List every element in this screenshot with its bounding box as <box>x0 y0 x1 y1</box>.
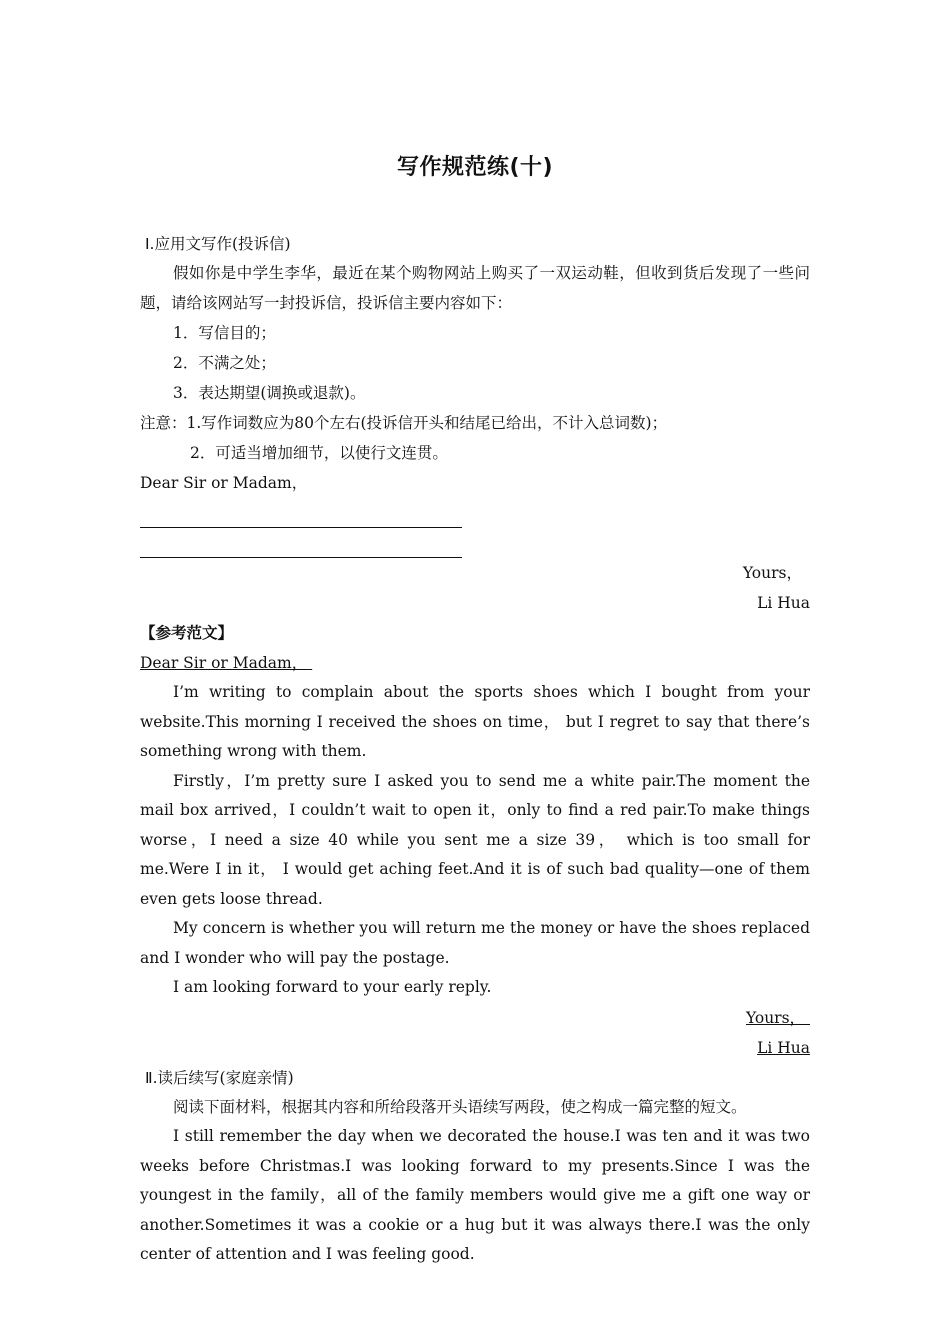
document-page <box>140 150 810 1270</box>
letter-signature: Li Hua <box>757 594 810 612</box>
page-title: 写作规范练(十) <box>396 155 554 180</box>
section2-sub: (家庭亲情) <box>219 1068 294 1087</box>
requirement-item-2: 2．不满之处； <box>173 354 276 372</box>
reference-closing: Yours， <box>745 1008 806 1027</box>
section2-label: .读后续写 <box>152 1068 220 1087</box>
section1-heading <box>140 229 810 259</box>
reference-heading: 【参考范文】 <box>140 624 234 642</box>
section1-numeral: Ⅰ <box>144 235 150 253</box>
section2-intro: 阅读下面材料，根据其内容和所给段落开头语续写两段，使之构成一篇完整的短文。 <box>173 1097 747 1116</box>
note-line-1: 注意：1.写作词数应为80个左右(投诉信开头和结尾已给出，不计入总词数)； <box>140 414 668 432</box>
answer-blank-line[interactable] <box>140 498 462 528</box>
reference-paragraph: Firstly，I’m pretty sure I asked you to send me a white pair.The moment the mail box arrived，I couldn’t wait to open it，only to find a red pair.To make things worse，I need a size 40 while you sent me a size 39， which is too small for me.Were I in it， I would get aching feet.And it is of such bad quality—one of them even gets loose thread. <box>140 771 810 908</box>
reference-paragraph: I’m writing to complain about the sports shoes which I bought from your website.This morning I received the shoes on time， but I regret to say that there’s something wrong with them. <box>140 683 810 760</box>
reference-paragraph: I am looking forward to your early reply. <box>173 978 492 996</box>
section1-label: .应用文写作 <box>149 235 232 253</box>
reference-salutation: Dear Sir or Madam， <box>140 654 308 672</box>
requirement-item-3: 3．表达期望(调换或退款)。 <box>173 384 366 402</box>
reference-signature: Li Hua <box>757 1038 810 1057</box>
section2-heading <box>140 1063 810 1093</box>
answer-blank-line[interactable] <box>140 528 462 558</box>
requirement-item-1: 1．写信目的； <box>173 324 276 342</box>
reference-paragraph: My concern is whether you will return me the money or have the shoes replaced and I wonder who will pay the postage. <box>140 919 810 967</box>
note-line-2: 2．可适当增加细节，以使行文连贯。 <box>190 444 448 462</box>
section2-numeral: Ⅱ <box>144 1068 153 1087</box>
section1-sub: (投诉信) <box>231 235 291 253</box>
section1-intro: 假如你是中学生李华，最近在某个购物网站上购买了一双运动鞋，但收到货后发现了一些问题，请给该网站写一封投诉信，投诉信主要内容如下： <box>140 264 810 312</box>
section2-passage: I still remember the day when we decorated the house.I was ten and it was two weeks before Christmas.I was looking forward to my presents.Since I was the youngest in the family，all of the family members would give me a gift one way or another.Sometimes it was a cookie or a hug but it was always there.I was the only center of attention and I was feeling good. <box>140 1127 810 1263</box>
letter-salutation: Dear Sir or Madam， <box>140 474 308 492</box>
letter-closing: Yours， <box>742 564 802 582</box>
